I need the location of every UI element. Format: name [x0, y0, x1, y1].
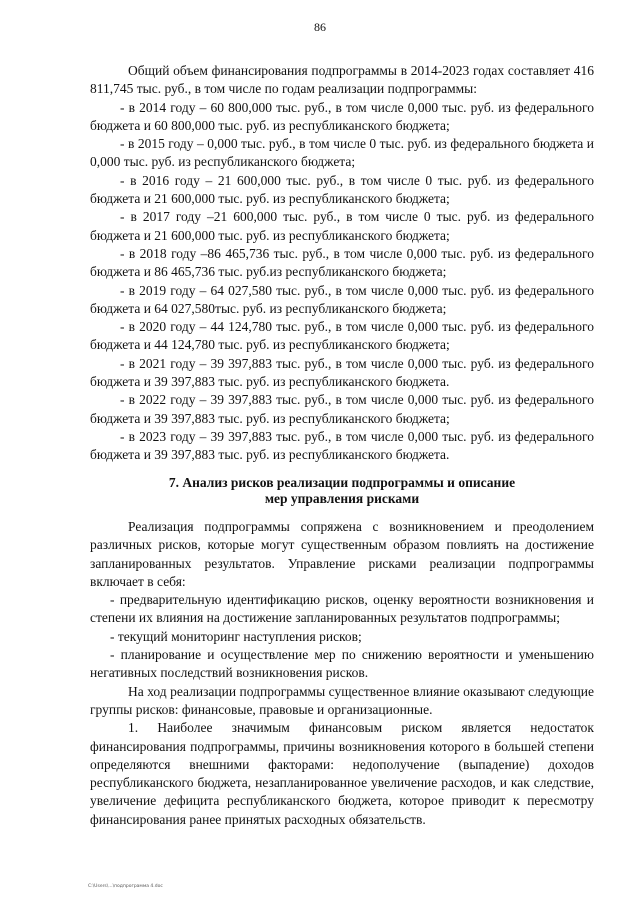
funding-item-2021: - в 2021 году – 39 397,883 тыс. руб., в том числе 0,000 тыс. руб. из федерального бюджета и 39 397,883 тыс. руб. из республиканского бюджета. [90, 355, 594, 390]
funding-item-2023: - в 2023 году – 39 397,883 тыс. руб., в том числе 0,000 тыс. руб. из федерального бюджета и 39 397,883 тыс. руб. из республиканского бюджета. [90, 428, 594, 463]
funding-item-2022: - в 2022 году – 39 397,883 тыс. руб., в том числе 0,000 тыс. руб. из федерального бюджета и 39 397,883 тыс. руб. из республиканского бюджета; [90, 392, 594, 426]
funding-intro: Общий объем финансирования подпрограммы в 2014-2023 годах составляет 416 811,745 тыс. руб., в том числе по годам реализации подпрограммы: [90, 63, 594, 97]
funding-item-2018: - в 2018 году –86 465,736 тыс. руб., в том числе 0,000 тыс. руб. из федерального бюджета и 86 465,736 тыс. руб.из республиканского бюджета; [90, 245, 594, 280]
risk-groups-paragraph: На ход реализации подпрограммы существенное влияние оказывают следующие группы рисков: финансовые, правовые и организационные. [90, 683, 594, 717]
section-heading [90, 475, 594, 507]
page-number: 86 [314, 20, 326, 34]
file-path-footer: C:\Users\...\подпрограмма 4.doc [88, 884, 163, 889]
funding-item-2020: - в 2020 году – 44 124,780 тыс. руб., в том числе 0,000 тыс. руб. из федерального бюджета и 44 124,780 тыс. руб. из республиканского бюджета; [90, 319, 594, 353]
funding-item-2017: - в 2017 году –21 600,000 тыс. руб., в том числе 0 тыс. руб. из федерального бюджета и 21 600,000 тыс. руб. из республиканского бюджета; [90, 209, 594, 243]
section-title-line2: мер управления рисками [264, 491, 420, 506]
risk-list-item: - текущий мониторинг наступления рисков; [110, 628, 362, 644]
funding-item-2019: - в 2019 году – 64 027,580 тыс. руб., в том числе 0,000 тыс. руб. из федерального бюджета и 64 027,580тыс. руб. из республиканского бюджета; [90, 282, 594, 316]
risk-list-item: - планирование и осуществление мер по снижению вероятности и уменьшению негативных последствий возникновения рисков. [90, 647, 594, 681]
section-title-line1: 7. Анализ рисков реализации подпрограммы и описание [168, 475, 516, 490]
risks-section [90, 518, 594, 829]
funding-item-2016: - в 2016 году – 21 600,000 тыс. руб., в том числе 0 тыс. руб. из федерального бюджета и 21 600,000 тыс. руб. из республиканского бюджета; [90, 172, 594, 207]
financial-risk-paragraph: 1. Наиболее значимым финансовым риском является недостаток финансирования подпрограммы, причины возникновения которого в большей степени определяются внешними факторами: недополучение (выпадение) доходов республиканского бюджета, незапланированное увеличение расходов, и как следствие, увеличение дефицита республиканского бюджета, которое приводит к пересмотру финансирования ранее принятых расходных обязательств. [90, 720, 594, 827]
risk-list-item: - предварительную идентификацию рисков, оценку вероятности возникновения и степени их влияния на достижение запланированных результатов подпрограммы; [90, 592, 594, 626]
funding-item-2014: - в 2014 году – 60 800,000 тыс. руб., в том числе 0,000 тыс. руб. из федерального бюджета и 60 800,000 тыс. руб. из республиканского бюджета; [90, 99, 594, 133]
funding-item-2015: - в 2015 году – 0,000 тыс. руб., в том числе 0 тыс. руб. из федерального бюджета и 0,000 тыс. руб. из республиканского бюджета; [90, 136, 594, 170]
funding-section [90, 62, 594, 465]
risks-intro: Реализация подпрограммы сопряжена с возникновением и преодолением различных рисков, которые могут существенным образом повлиять на достижение запланированных результатов. Управление рисками реализации подпрограммы включает в себя: [90, 519, 594, 589]
